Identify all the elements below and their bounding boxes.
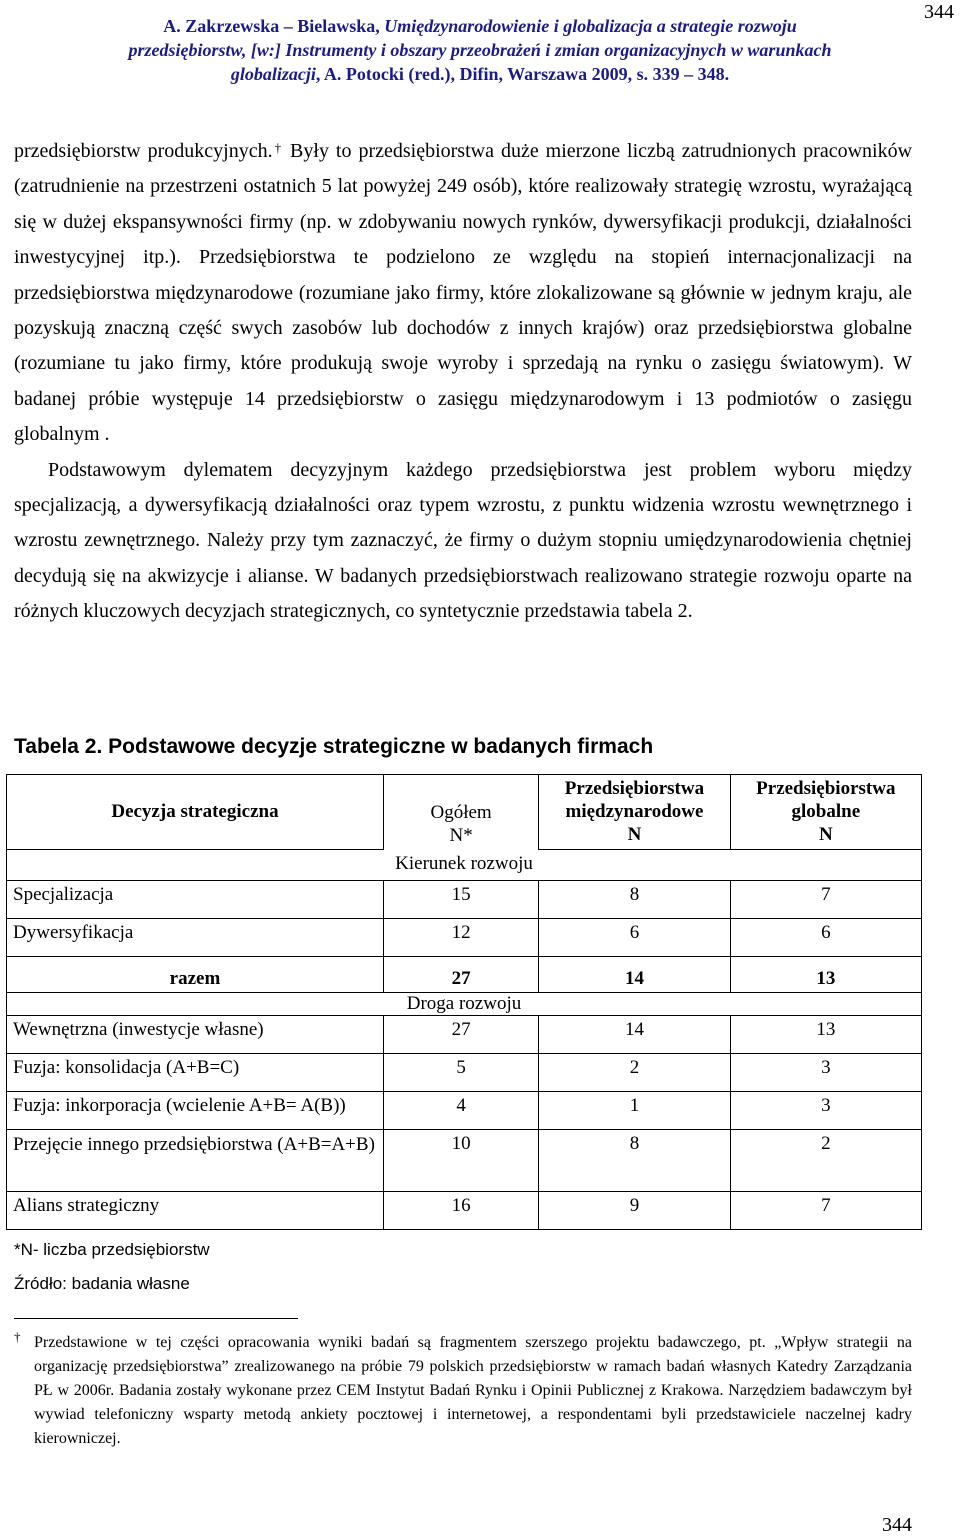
paragraph-1-start: przedsiębiorstw produkcyjnych. — [14, 140, 273, 162]
section-row-path — [7, 992, 922, 1015]
table-row — [7, 1191, 922, 1229]
header-total — [383, 775, 538, 850]
table-source: Źródło: badania własne — [14, 1274, 190, 1293]
header-line-3-a: globalizacji — [230, 64, 316, 84]
header-global-n: N — [818, 824, 833, 845]
table-title: Tabela 2. Podstawowe decyzje strategiczne w badanych firmach — [14, 735, 654, 758]
header-decision: Decyzja strategiczna — [7, 775, 384, 850]
table-row — [7, 1015, 922, 1053]
paragraph-2: Podstawowym dylematem decyzyjnym każdego przedsiębiorstwa jest problem wyboru między specjalizacją, a dywersyfikacją działalności oraz typem wzrostu, z punktu widzenia wzrostu wewnętrznego i wzrostu zewnętrznego. Należy przy tym zaznaczyć, że firmy o dużym stopniu umiędzynarodowienia chętniej decydują się na akwizycje i alianse. W badanych przedsiębiorstwach realizowano strategie rozwoju oparte na różnych kluczowych decyzjach strategicznych, co syntetycznie przedstawia tabela 2. — [14, 458, 912, 623]
footnote — [14, 1331, 912, 1451]
cell-decision: Wewnętrzna (inwestycje własne) — [7, 1015, 384, 1053]
footnote-reference[interactable]: † — [272, 140, 284, 155]
cell-global: 3 — [730, 1053, 921, 1091]
header-line-2-a: przedsiębiorstw, [w:] — [128, 40, 286, 60]
total-row — [7, 956, 922, 992]
cell-global: 3 — [730, 1091, 921, 1129]
table-note-n: *N- liczba przedsiębiorstw — [14, 1240, 210, 1259]
page-number-bottom: 344 — [882, 1514, 912, 1536]
cell-international: 8 — [539, 1129, 730, 1191]
cell-global: 7 — [730, 1191, 921, 1229]
table-row — [7, 1053, 922, 1091]
cell-decision: Alians strategiczny — [7, 1191, 384, 1229]
footnote-text: Przedstawione w tej części opracowania wyniki badań są fragmentem szerszego projektu badawczego, pt. „Wpływ strategii na organizację przedsiębiorstwa” zrealizowanego na próbie 79 polskich przedsiębiorstw w ramach badań własnych Katedry Zarządzania PŁ w 2006r. Badania zostały wykonane przez CEM Instytut Badań Rynku i Opinii Publicznej z Krakowa. Narzędziem badawczym był wywiad telefoniczny wsparty metodą ankiety pocztowej i internetowej, a respondentami byli przedstawiciele naczelnej kadry kierowniczej. — [34, 1334, 912, 1447]
paragraph-1-rest: Były to przedsiębiorstwa duże mierzone liczbą zatrudnionych pracowników (zatrudnienie na przestrzeni ostatnich 5 lat powyżej 249 osób), które realizowały strategię wzrostu, wyrażającą się w dużej ekspansywności firmy (np. w zdobywaniu nowych rynków, dywersyfikacji produkcji, działalności inwestycyjnej itp.). Przedsiębiorstwa te podzielono ze względu na stopień internacjonalizacji na przedsiębiorstwa międzynarodowe (rozumiane jako firmy, które zlokalizowane są głównie w jednym kraju, ale pozyskują znaczną część swych zasobów lub dochodów z innych krajów) oraz przedsiębiorstwa globalne (rozumiane tu jako firmy, które produkują swoje wyroby i sprzedają na rynku o zasięgu światowym). W badanej próbie występuje 14 przedsiębiorstw o zasięgu międzynarodowym i 13 podmiotów o zasięgu globalnym . — [14, 140, 913, 446]
cell-total: 5 — [383, 1053, 538, 1091]
cell-global: 13 — [730, 1015, 921, 1053]
cell-total-sum: 27 — [383, 956, 538, 992]
footnote-mark: † — [14, 1329, 21, 1344]
cell-total-global: 13 — [730, 956, 921, 992]
header-line-1-author: A. Zakrzewska – Bielawska, — [163, 16, 385, 36]
cell-decision: Specjalizacja — [7, 880, 384, 918]
cell-total: 16 — [383, 1191, 538, 1229]
header-line-1-title: Umiędzynarodowienie i globalizacja a strategie rozwoju — [384, 16, 797, 36]
cell-total: 4 — [383, 1091, 538, 1129]
header-line-3 — [0, 62, 960, 86]
section-label-path: Droga rozwoju — [7, 992, 922, 1015]
strategy-table — [6, 774, 922, 1230]
section-label-direction: Kierunek rozwoju — [7, 849, 922, 880]
header-line-1 — [0, 14, 960, 38]
table-header-row — [7, 775, 922, 850]
cell-international: 14 — [539, 1015, 730, 1053]
header-total-n: N* — [449, 825, 473, 846]
cell-total: 27 — [383, 1015, 538, 1053]
cell-global: 7 — [730, 880, 921, 918]
cell-total-label: razem — [7, 956, 384, 992]
cell-international: 2 — [539, 1053, 730, 1091]
table-row — [7, 880, 922, 918]
paragraph-1 — [14, 134, 912, 453]
table-row — [7, 1129, 922, 1191]
cell-decision: Fuzja: inkorporacja (wcielenie A+B= A(B)) — [7, 1091, 384, 1129]
header-line-3-b: , A. Potocki (red.), Difin, Warszawa 2009, s. 339 – 348. — [315, 64, 730, 84]
cell-total: 15 — [383, 880, 538, 918]
header-line-2 — [0, 38, 960, 62]
header-global-l1: Przedsiębiorstwa — [756, 778, 896, 799]
cell-global: 6 — [730, 918, 921, 956]
header-total-label: Ogółem — [430, 802, 492, 823]
header-global — [730, 775, 921, 850]
table-row — [7, 1091, 922, 1129]
cell-total-international: 14 — [539, 956, 730, 992]
table-row — [7, 918, 922, 956]
table-container — [6, 774, 922, 1230]
cell-total: 10 — [383, 1129, 538, 1191]
footnote-separator — [14, 1318, 298, 1319]
header-international — [539, 775, 730, 850]
cell-decision: Przejęcie innego przedsiębiorstwa (A+B=A+B) — [7, 1129, 384, 1191]
header-global-l2: globalne — [791, 801, 861, 822]
cell-decision: Dywersyfikacja — [7, 918, 384, 956]
header-international-n: N — [627, 824, 642, 845]
cell-total: 12 — [383, 918, 538, 956]
cell-international: 6 — [539, 918, 730, 956]
cell-decision: Fuzja: konsolidacja (A+B=C) — [7, 1053, 384, 1091]
section-row-direction — [7, 849, 922, 880]
cell-international: 1 — [539, 1091, 730, 1129]
cell-global: 2 — [730, 1129, 921, 1191]
header-international-l2: międzynarodowe — [565, 801, 704, 822]
header-line-2-b: Instrumenty i obszary przeobrażeń i zmian organizacyjnych w warunkach — [285, 40, 832, 60]
page-number-top: 344 — [924, 1, 954, 23]
citation-header — [0, 14, 960, 86]
body-text — [14, 134, 912, 630]
cell-international: 8 — [539, 880, 730, 918]
cell-international: 9 — [539, 1191, 730, 1229]
header-international-l1: Przedsiębiorstwa — [564, 778, 705, 799]
